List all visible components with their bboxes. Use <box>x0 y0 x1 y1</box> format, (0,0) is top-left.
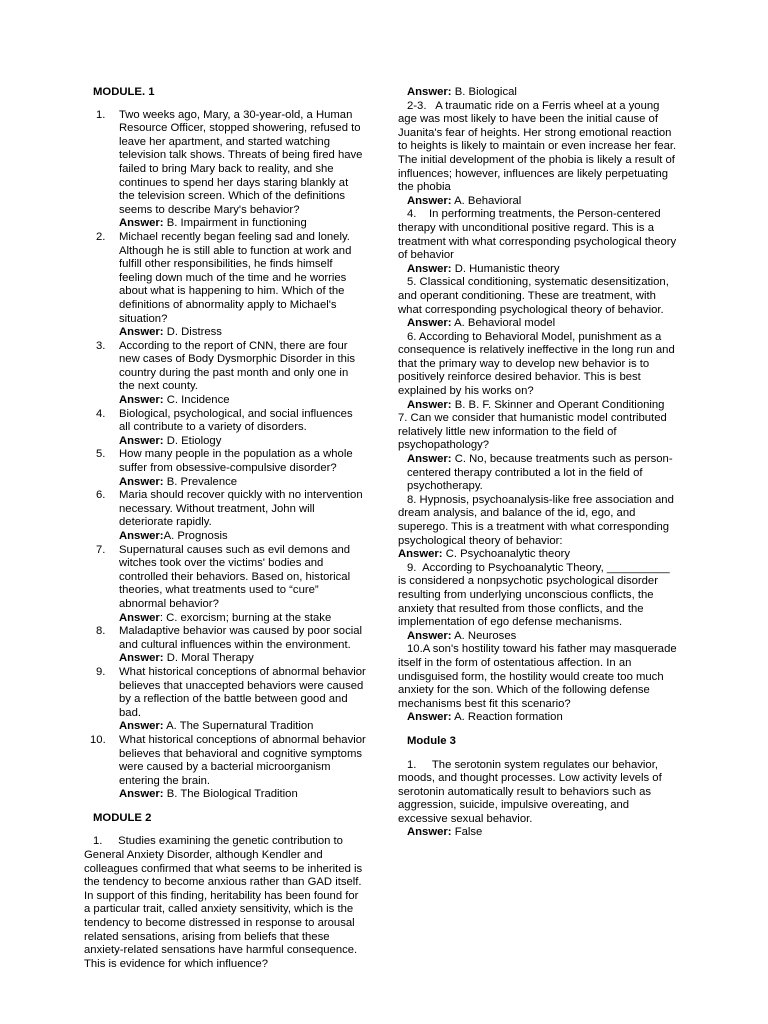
answer-text: D. Distress <box>163 326 222 339</box>
right-column <box>398 86 678 840</box>
question-number: 10. <box>90 733 106 746</box>
answer-text: A. Prognosis <box>163 530 228 542</box>
question-item <box>84 666 366 734</box>
question-number: 3. <box>96 339 106 352</box>
answer-text: D. Etiology <box>163 434 222 447</box>
answer-line <box>119 788 366 802</box>
answer-line <box>119 394 366 408</box>
module2-question-10: 10.A son's hostility toward his father may masquerade itself in the form of ostentatious affection. In an undisguised form, the hostility would create too much anxiety for the son. Which of the following defense mechanisms best fit this scenario? <box>398 643 677 710</box>
answer-text: B. B. F. Skinner and Operant Conditioning <box>451 398 665 411</box>
answer-text: B. Prevalence <box>163 475 238 488</box>
answer-label: Answer: <box>119 530 164 542</box>
answer-label: Answer: <box>119 434 164 447</box>
answer-text: A. Neuroses <box>451 629 517 642</box>
question-number: 9. <box>96 665 106 678</box>
question-number: 2. <box>96 230 106 243</box>
question-text: What historical conceptions of abnormal behavior believes that behavioral and cognitive symptoms were caused by a bacterial microorganism entering the brain. <box>119 733 366 787</box>
answer-line <box>398 86 678 100</box>
answer-label: Answer: <box>119 788 164 801</box>
question-text: Biological, psychological, and social influences all contribute to a variety of disorders. <box>119 407 353 434</box>
answer-label: Answer: <box>407 194 452 207</box>
answer-line <box>119 612 366 626</box>
module1-heading: MODULE. 1 <box>93 86 155 98</box>
answer-label: Answer: <box>119 652 164 665</box>
answer-text: C. Psychoanalytic theory <box>442 548 571 561</box>
question-item <box>84 109 366 231</box>
answer-text: : C. exorcism; burning at the stake <box>159 611 332 624</box>
answer-label: Answer: <box>407 86 452 98</box>
answer-text: C. No, because treatments such as person-centered therapy contributed a lot in the field of psychotherapy. <box>407 453 673 493</box>
module2-question-7: 7. Can we consider that humanistic model contributed relatively little new information to the field of psychopathology? <box>398 412 667 452</box>
answer-label: Answer: <box>407 398 452 411</box>
question-item <box>84 231 366 340</box>
question-item <box>84 734 366 802</box>
answer-label: Answer: <box>119 394 164 407</box>
question-number: 6. <box>96 489 106 502</box>
question-text: According to the report of CNN, there are four new cases of Body Dysmorphic Disorder in this country during the past month and only one in the next county. <box>119 339 356 393</box>
answer-label: Answer: <box>119 720 164 733</box>
question-number: 8. <box>96 625 106 638</box>
answer-line <box>398 630 678 644</box>
answer-text: B. The Biological Tradition <box>163 788 298 801</box>
answer-line <box>398 711 678 725</box>
module3-heading: Module 3 <box>407 734 456 747</box>
answer-line <box>398 826 678 840</box>
answer-label: Answer: <box>119 326 164 339</box>
question-text: Michael recently began feeling sad and lonely. Although he is still able to function at work and fulfill other responsibilities, he finds himself feeling down much of the time and he worries about what is happening to him. Which of the definitions of abnormality apply to Michael's situation? <box>119 230 352 325</box>
answer-text: C. Incidence <box>163 394 230 407</box>
question-number: 7. <box>96 543 106 556</box>
answer-text: A. Behavioral <box>451 194 522 207</box>
answer-text: A. Behavioral model <box>451 317 556 330</box>
answer-label: Answer: <box>119 217 164 230</box>
module2-question-4: 4. In performing treatments, the Person-centered therapy with unconditional positive regard. This is a treatment with what corresponding psychological theory of behavior <box>398 208 677 262</box>
answer-text: B. Impairment in functioning <box>163 217 307 230</box>
answer-line <box>398 317 678 331</box>
question-text: Maria should recover quickly with no intervention necessary. Without treatment, John will deteriorate rapidly. <box>119 489 363 529</box>
question-item <box>84 625 366 666</box>
answer-line <box>119 326 366 340</box>
question-text: Supernatural causes such as evil demons and witches took over the victims' bodies and controlled their behaviors. Based on, historical theories, what treatments used to “cure” abnormal behavior? <box>119 543 351 610</box>
question-item <box>84 448 366 489</box>
answer-text: A. The Supernatural Tradition <box>163 720 314 733</box>
question-number: 5. <box>96 448 106 461</box>
module2-question-5: 5. Classical conditioning, systematic desensitization, and operant conditioning. These are treatment, with what corresponding psychological theory of behavior. <box>398 276 669 316</box>
question-text: What historical conceptions of abnormal behavior believes that unaccepted behaviors were caused by a reflection of the battle between good and bad. <box>119 665 366 719</box>
answer-label: Answer <box>119 611 160 624</box>
module2-question-2-3: 2-3. A traumatic ride on a Ferris wheel at a young age was most likely to have been the initial cause of Juanita's fear of heights. Her strong emotional reaction to heights is likely to maintain or even increase her fear. The initial development of the phobia is likely a result of influences; however, influences are likely perpetuating the phobia <box>398 99 677 194</box>
question-text: Two weeks ago, Mary, a 30-year-old, a Human Resource Officer, stopped showering, refused to leave her apartment, and started watching television talk shows. Threats of being fired have failed to bring Mary back to reality, and she continues to spend her days staring blankly at the television screen. Which of the definitions seems to describe Mary's behavior? <box>119 108 363 216</box>
question-item <box>84 408 366 449</box>
left-column <box>84 86 366 971</box>
module1-question-list <box>84 109 366 802</box>
answer-line <box>119 720 366 734</box>
question-item <box>84 489 366 543</box>
answer-label: Answer: <box>407 711 452 724</box>
answer-label: Answer: <box>407 629 452 642</box>
question-text: Maladaptive behavior was caused by poor social and cultural influences within the environment. <box>119 625 363 651</box>
answer-line <box>119 435 366 449</box>
answer-line <box>119 476 366 490</box>
module2-question-1: 1. Studies examining the genetic contribution to General Anxiety Disorder, although Kendler and colleagues confirmed that what seems to be inherited is the tendency to become anxious rather than GAD itself. In support of this finding, heritability has been found for a particular trait, called anxiety sensitivity, which is the tendency to become distressed in response to arousal related sensations, arising from beliefs that these anxiety-related sensations have harmful consequence. This is evidence for which influence? <box>84 835 363 970</box>
question-number: 4. <box>96 407 106 420</box>
answer-text: False <box>451 826 483 839</box>
answer-line <box>398 548 678 562</box>
answer-line <box>119 530 366 544</box>
answer-label: Answer: <box>398 548 443 561</box>
answer-text: B. Biological <box>451 86 517 98</box>
answer-label: Answer: <box>119 475 164 488</box>
answer-label: Answer: <box>407 453 452 466</box>
answer-line <box>119 217 366 231</box>
question-item <box>84 544 366 626</box>
question-text: How many people in the population as a whole suffer from obsessive-compulsive disorder? <box>119 448 353 475</box>
answer-line <box>398 399 678 413</box>
answer-line <box>398 195 678 209</box>
module2-question-8: 8. Hypnosis, psychoanalysis-like free association and dream analysis, and balance of the id, ego, and superego. This is a treatment with what corresponding psychological theory of behavior: <box>398 493 674 547</box>
answer-text: A. Reaction formation <box>451 711 563 724</box>
answer-line <box>398 263 678 277</box>
answer-text: D. Humanistic theory <box>451 262 560 275</box>
module2-question-6: 6. According to Behavioral Model, punishment as a consequence is relatively ineffective in the long run and that the primary way to develop new behavior is to positively reinforce desired behavior. This is best explained by his works on? <box>398 330 675 398</box>
answer-label: Answer: <box>407 317 452 330</box>
answer-text: D. Moral Therapy <box>163 652 254 665</box>
question-item <box>84 340 366 408</box>
answer-label: Answer: <box>407 826 452 839</box>
answer-label: Answer: <box>407 262 452 275</box>
module2-question-9: 9. According to Psychoanalytic Theory, __________ is considered a nonpsychotic psychological disorder resulting from underlying unconscious conflicts, the anxiety that resulted from those conflicts, and the implementation of ego defense mechanisms. <box>398 561 670 629</box>
answer-line <box>119 652 366 666</box>
question-number: 1. <box>96 108 106 121</box>
answer-line <box>398 453 678 494</box>
module3-question-1: 1. The serotonin system regulates our behavior, moods, and thought processes. Low activity levels of serotonin automatically result to behaviors such as aggression, suicide, impulsive overeating, and excessive sexual behavior. <box>398 758 662 825</box>
module2-heading: MODULE 2 <box>93 811 152 824</box>
